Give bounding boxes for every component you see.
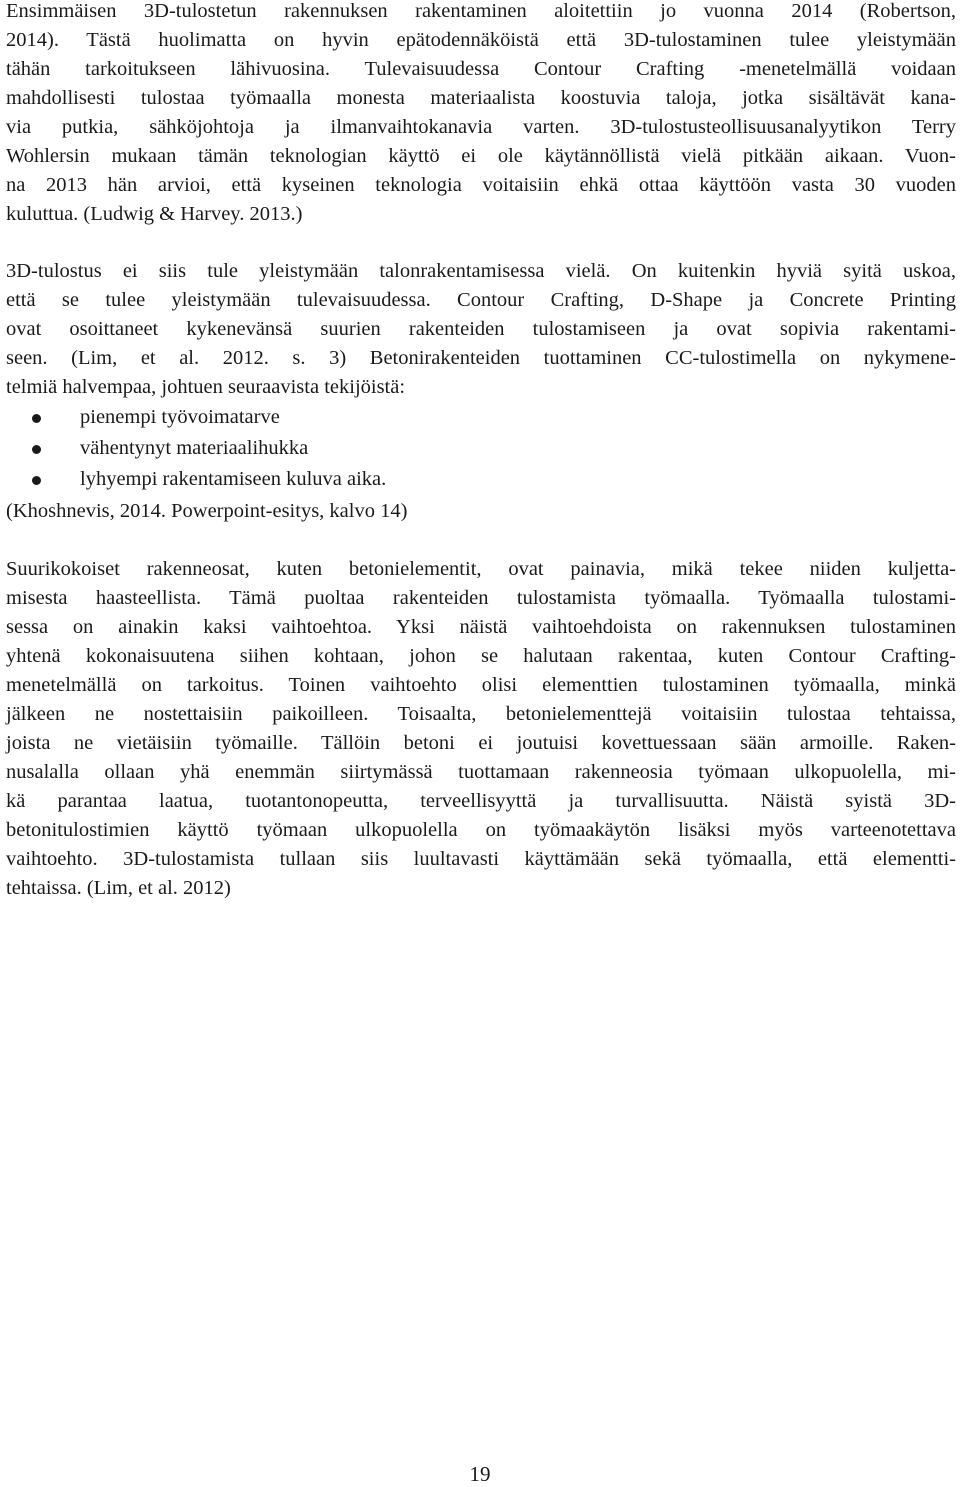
paragraph-2-line: telmiä halvempaa, johtuen seuraavista tekijöistä: bbox=[6, 376, 406, 398]
bullet-icon bbox=[32, 476, 41, 485]
list-item bbox=[6, 402, 956, 433]
paragraph-3-line: jälkeen ne nostettaisiin paikoilleen. Toisaalta, betonielementtejä voitaisiin tulostaa tehtaissa, bbox=[6, 703, 956, 725]
paragraph-2 bbox=[6, 257, 956, 402]
paragraph-3-line: yhtenä kokonaisuutena siihen kohtaan, johon se halutaan rakentaa, kuten Contour Crafting- bbox=[6, 645, 956, 667]
paragraph-3-line: kä parantaa laatua, tuotantonopeutta, terveellisyyttä ja turvallisuutta. Näistä syistä 3D- bbox=[6, 790, 956, 812]
paragraph-1-line: kuluttua. (Ludwig & Harvey. 2013.) bbox=[6, 203, 303, 225]
paragraph-2-line: 3D-tulostus ei siis tule yleistymään talonrakentamisessa vielä. On kuitenkin hyviä syitä uskoa, bbox=[6, 260, 956, 282]
paragraph-2-line: ovat osoittaneet kykenevänsä suurien rakenteiden tulostamiseen ja ovat sopivia rakentami- bbox=[6, 318, 956, 340]
paragraph-1-line: via putkia, sähköjohtoja ja ilmanvaihtokanavia varten. 3D-tulostusteollisuusanalyytikon Terry bbox=[6, 116, 956, 138]
paragraph-3 bbox=[6, 555, 956, 903]
bullet-icon bbox=[32, 445, 41, 454]
paragraph-3-line: vaihtoehto. 3D-tulostamista tullaan siis luultavasti käyttämään sekä työmaalla, että elementti- bbox=[6, 848, 956, 870]
bullet-list bbox=[6, 402, 956, 495]
paragraph-1 bbox=[6, 0, 956, 229]
paragraph-3-line: nusalalla ollaan yhä enemmän siirtymässä tuottamaan rakenneosia työmaan ulkopuolella, mi- bbox=[6, 761, 956, 783]
paragraph-1-line: tähän tarkoitukseen lähivuosina. Tulevaisuudessa Contour Crafting -menetelmällä voidaan bbox=[6, 58, 956, 80]
paragraph-3-line: Suurikokoiset rakenneosat, kuten betonielementit, ovat painavia, mikä tekee niiden kuljetta- bbox=[6, 558, 956, 580]
paragraph-1-line: Wohlersin mukaan tämän teknologian käyttö ei ole käytännöllistä vielä pitkään aikaan. Vuon- bbox=[6, 145, 956, 167]
list-item-text: lyhyempi rakentamiseen kuluva aika. bbox=[80, 468, 387, 490]
paragraph-3-line: joista ne vietäisiin työmaille. Tällöin betoni ei joutuisi kovettuessaan sään armoille. Raken- bbox=[6, 732, 956, 754]
page-number: 19 bbox=[469, 1462, 491, 1486]
paragraph-1-line: 2014). Tästä huolimatta on hyvin epätodennäköistä että 3D-tulostaminen tulee yleistymään bbox=[6, 29, 956, 51]
list-item-text: pienempi työvoimatarve bbox=[80, 406, 280, 428]
paragraph-2-line: että se tulee yleistymään tulevaisuudessa. Contour Crafting, D-Shape ja Concrete Printing bbox=[6, 289, 956, 311]
list-item bbox=[6, 464, 956, 495]
bullet-icon bbox=[32, 414, 41, 423]
source-citation bbox=[6, 497, 956, 526]
paragraph-1-line: mahdollisesti tulostaa työmaalla monesta materiaalista koostuvia taloja, jotka sisältävät kana- bbox=[6, 87, 956, 109]
paragraph-3-line: misesta haasteellista. Tämä puoltaa rakenteiden tulostamista työmaalla. Työmaalla tulostami- bbox=[6, 587, 956, 609]
paragraph-3-line: menetelmällä on tarkoitus. Toinen vaihtoehto olisi elementtien tulostaminen työmaalla, minkä bbox=[6, 674, 956, 696]
paragraph-1-line: Ensimmäisen 3D-tulostetun rakennuksen rakentaminen aloitettiin jo vuonna 2014 (Robertson, bbox=[6, 0, 956, 22]
list-item-text: vähentynyt materiaalihukka bbox=[80, 437, 309, 459]
paragraph-3-line: sessa on ainakin kaksi vaihtoehtoa. Yksi näistä vaihtoehdoista on rakennuksen tulostaminen bbox=[6, 616, 956, 638]
paragraph-3-line: tehtaissa. (Lim, et al. 2012) bbox=[6, 877, 231, 899]
paragraph-2-line: seen. (Lim, et al. 2012. s. 3) Betonirakenteiden tuottaminen CC-tulostimella on nykymene- bbox=[6, 347, 956, 369]
list-item bbox=[6, 433, 956, 464]
citation-line: (Khoshnevis, 2014. Powerpoint-esitys, kalvo 14) bbox=[6, 500, 408, 522]
paragraph-3-line: betonitulostimien käyttö työmaan ulkopuolella on työmaakäytön lisäksi myös varteenotettava bbox=[6, 819, 956, 841]
paragraph-1-line: na 2013 hän arvioi, että kyseinen teknologia voitaisiin ehkä ottaa käyttöön vasta 30 vuoden bbox=[6, 174, 956, 196]
